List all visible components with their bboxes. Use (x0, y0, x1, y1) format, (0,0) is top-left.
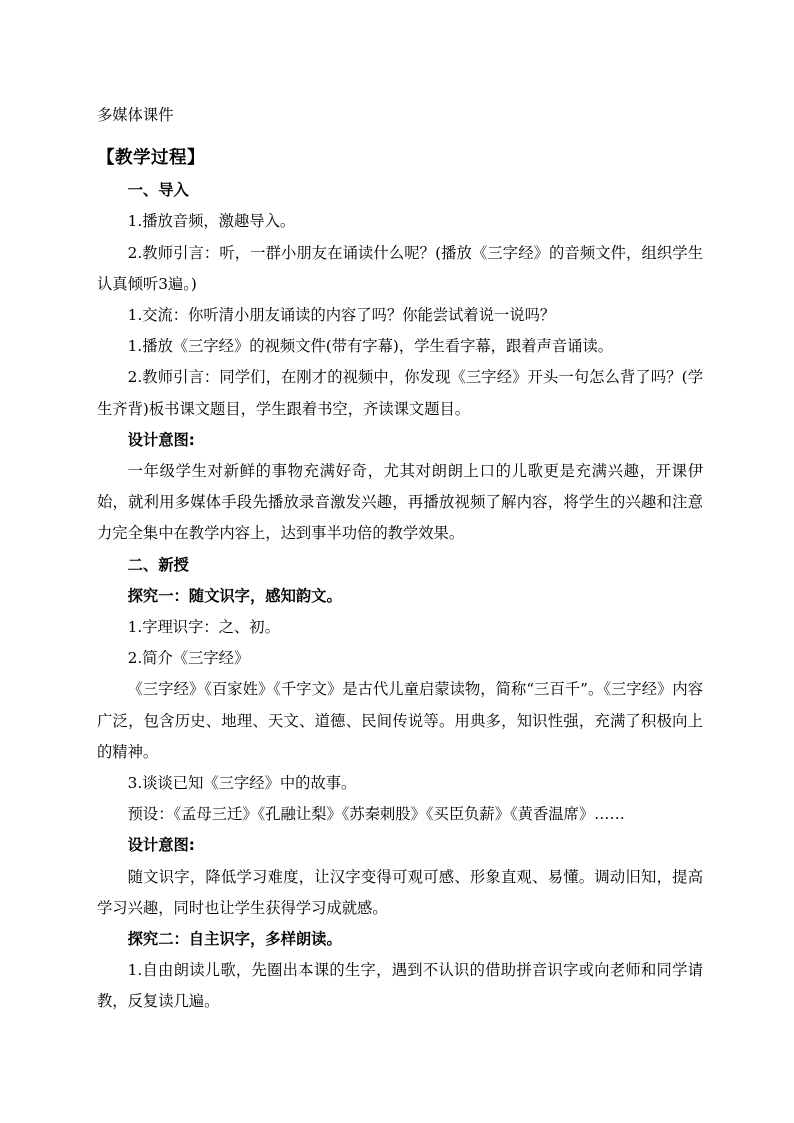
paragraph: 2.教师引言：同学们，在刚才的视频中，你发现《三字经》开头一句怎么背了吗？(学生齐背)板书课文题目，学生跟着书空，齐读课文题目。 (97, 368, 703, 418)
intro-line: 多媒体课件 (97, 106, 174, 124)
paragraph: 1.播放《三字经》的视频文件(带有字幕)，学生看字幕，跟着声音诵读。 (127, 337, 614, 356)
section-title-new-lesson: 二、新授 (127, 555, 189, 574)
document-page (97, 100, 703, 1018)
design-intent-body: 随文识字，降低学习难度，让汉字变得可观可感、形象直观、易懂。调动旧知，提高学习兴趣，同时也让学生获得学习成就感。 (97, 867, 703, 917)
section-heading-teaching-process: 【教学过程】 (97, 148, 205, 169)
design-intent-title: 设计意图: (127, 836, 195, 855)
paragraph: 《三字经》《百家姓》《千字文》是古代儿童启蒙读物，简称“三百千”。《三字经》内容广泛，包含历史、地理、天文、道德、民间传说等。用典多，知识性强，充满了积极向上的精神。 (97, 680, 703, 761)
paragraph: 1.播放音频，激趣导入。 (127, 212, 296, 231)
design-intent-title: 设计意图: (127, 430, 195, 449)
design-intent-body: 一年级学生对新鲜的事物充满好奇，尤其对朗朗上口的儿歌更是充满兴趣，开课伊始，就利用多媒体手段先播放录音激发兴趣，再播放视频了解内容，将学生的兴趣和注意力完全集中在教学内容上，达到事半功倍的教学效果。 (97, 462, 703, 543)
explore-two-title: 探究二：自主识字，多样朗读。 (127, 930, 342, 949)
paragraph: 1.字理识字：之、初。 (127, 618, 280, 637)
paragraph: 2.教师引言：听，一群小朋友在诵读什么呢？(播放《三字经》的音频文件，组织学生认真倾听3遍。) (97, 243, 703, 293)
paragraph: 预设：《孟母三迁》《孔融让梨》《苏秦刺股》《买臣负薪》《黄香温席》…… (127, 805, 625, 824)
section-title-intro: 一、导入 (127, 181, 189, 200)
explore-one-title: 探究一：随文识字，感知韵文。 (127, 586, 342, 605)
paragraph: 1.交流：你听清小朋友诵读的内容了吗？你能尝试着说一说吗？ (127, 306, 556, 325)
paragraph: 2.简介《三字经》 (127, 649, 250, 668)
paragraph: 1.自由朗读儿歌，先圈出本课的生字，遇到不认识的借助拼音识字或向老师和同学请教，反复读几遍。 (97, 961, 703, 1011)
paragraph: 3.谈谈已知《三字经》中的故事。 (127, 774, 357, 793)
